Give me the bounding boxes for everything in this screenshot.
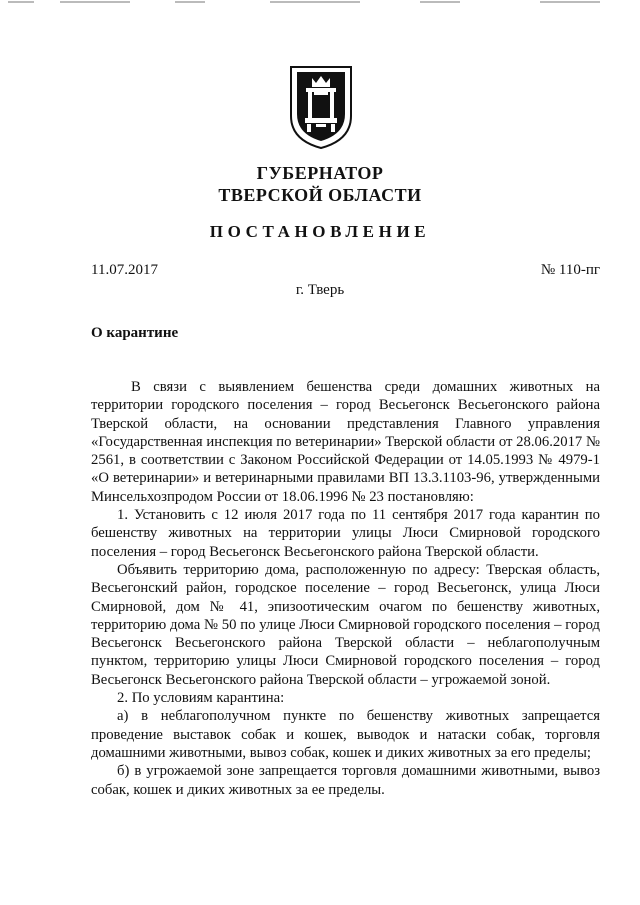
clause-2b: б) в угрожаемой зоне запрещается торговля домашними животными, вывоз собак, кошек и диких животных за ее пределы. xyxy=(91,763,600,798)
document-date: 11.07.2017 xyxy=(91,262,158,278)
document-type: ПОСТАНОВЛЕНИЕ xyxy=(209,222,431,241)
document-body xyxy=(91,378,600,799)
clause-1-declaration: Объявить территорию дома, расположенную по адресу: Тверская область, Весьегонский район, городское поселение – город Весьегонск, улица Люси Смирновой, дом № 41, эпизоотическим очагом по бешенству животных, территорию дома № 50 по улице Люси Смирновой городского поселения – город Весьегонск Весьегонского района Тверской области – неблагополучным пунктом, территорию улицы Люси Смирновой городского поселения – город Весьегонск Весьегонского района Тверской области – угрожаемой зоной. xyxy=(91,561,600,688)
clause-2: 2. По условиям карантина: xyxy=(117,690,285,707)
document-city: г. Тверь xyxy=(295,282,345,298)
clause-1: 1. Установить с 12 июля 2017 года по 11 сентября 2017 года карантин по бешенству животных на территории улицы Люси Смирновой городского поселения – город Весьегонск Весьегонского района Тверской области. xyxy=(91,507,600,560)
issuer-title: ГУБЕРНАТОР xyxy=(256,163,384,183)
scan-edge-marks xyxy=(0,0,640,6)
issuer-region: ТВЕРСКОЙ ОБЛАСТИ xyxy=(218,185,422,205)
tver-coat-of-arms-icon xyxy=(288,64,354,150)
preamble-paragraph: В связи с выявлением бешенства среди домашних животных на территории городского поселения – город Весьегонск Весьегонского района Тверской области, на основании представления Главного управления «Государственная инспекция по ветеринарии» Тверской области от 28.06.2017 № 2561, в соответствии с Законом Российской Федерации от 14.05.1993 № 4979-1 «О ветеринарии» и ветеринарными правилами ВП 13.3.1103-96, утвержденными Минсельхозпродом России от 18.06.1996 № 23 постановляю: xyxy=(91,379,600,505)
document-number: № 110-пг xyxy=(540,262,600,278)
clause-2a: а) в неблагополучном пункте по бешенству животных запрещается проведение выставок собак и кошек, выводок и натаски собак, торговля домашними животными, вывоз собак, кошек и диких животных за его пределы; xyxy=(91,708,600,761)
document-subject: О карантине xyxy=(91,325,179,341)
